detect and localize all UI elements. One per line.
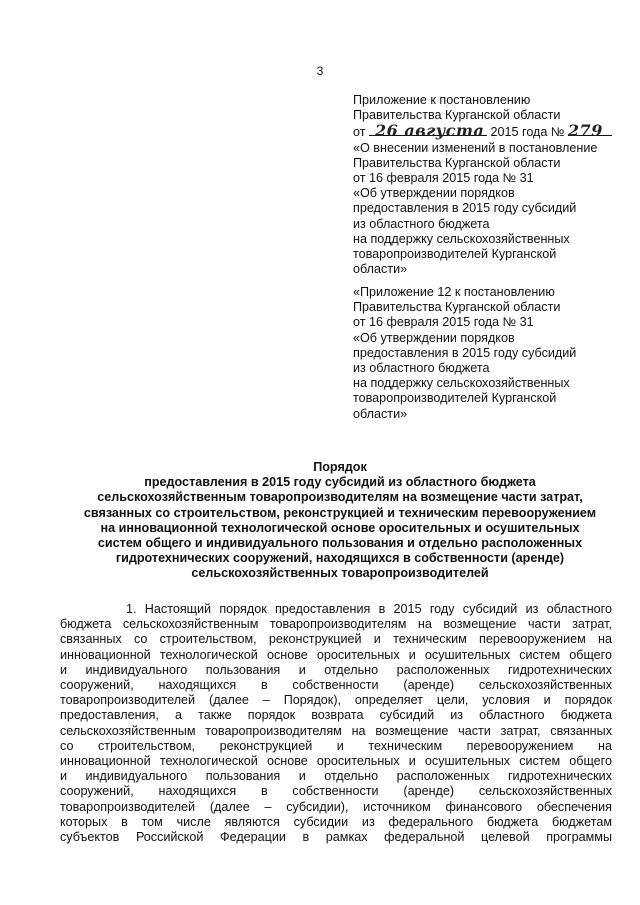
title-line: гидротехнических сооружений, находящихся в собственности (аренде) <box>115 551 565 566</box>
annex-line: «Приложение 12 к постановлению <box>353 285 555 299</box>
annex-line: товаропроизводителей Курганской <box>353 247 557 262</box>
body-paragraph <box>60 602 612 845</box>
body-line: инновационной технологической основе оросительных и осушительных систем общего <box>60 647 612 662</box>
annex-line: Приложение к постановлению <box>353 93 531 107</box>
annex-line: предоставления в 2015 году субсидий <box>353 201 577 216</box>
body-line: и индивидуального пользования и отдельно расположенных гидротехнических <box>60 662 612 677</box>
document-title <box>60 460 620 582</box>
body-line: и индивидуального пользования и отдельно расположенных гидротехнических <box>60 769 612 784</box>
body-line: которых в том числе являются субсидии из федерального бюджета бюджетам <box>60 814 612 829</box>
title-heading: Порядок <box>313 460 367 474</box>
title-line: сельскохозяйственным товаропроизводителям на возмещение части затрат, <box>97 490 583 505</box>
body-line: 1. Настоящий порядок предоставления в 2015 году субсидий из областного <box>60 602 612 616</box>
title-line: связанных со строительством, реконструкцией и техническим перевооружением <box>83 505 597 520</box>
annex-line: «Об утверждении порядков <box>353 186 515 201</box>
body-line: связанных со строительством, реконструкцией и техническим перевооружением на <box>60 632 612 647</box>
body-line: со строительством, реконструкцией и техническим перевооружением на <box>60 738 612 753</box>
body-line: товаропроизводителей (далее – субсидии), источником финансового обеспечения <box>60 799 612 814</box>
annex-line: на поддержку сельскохозяйственных <box>353 376 570 391</box>
annex-line: Правительства Курганской области <box>353 108 561 123</box>
body-line: сельскохозяйственным товаропроизводителям на возмещение части затрат, связанных <box>60 723 612 738</box>
annex-line: из областного бюджета <box>353 361 490 376</box>
body-line: инновационной технологической основе оросительных и осушительных систем общего <box>60 754 612 769</box>
annex-line: из областного бюджета <box>353 216 490 231</box>
year-text: 2015 года № <box>490 125 565 140</box>
annex-line: «О внесении изменений в постановление <box>353 140 598 155</box>
title-line: предоставления в 2015 году субсидий из областного бюджета <box>144 475 536 490</box>
annex-line: Правительства Курганской области <box>353 300 561 315</box>
annex-line: Правительства Курганской области <box>353 155 561 170</box>
body-line: товаропроизводителей (далее – Порядок), определяет цели, условия и порядок <box>60 693 612 708</box>
annex-line: «Об утверждении порядков <box>353 330 515 345</box>
body-line: предоставления, а также порядок возврата субсидий из областного бюджета <box>60 708 612 723</box>
annex-line: области» <box>353 262 408 277</box>
annex-header-original <box>353 285 623 422</box>
annex-line: от 16 февраля 2015 года № 31 <box>353 315 534 330</box>
annex-header-amendment <box>353 93 623 277</box>
title-line: на инновационной технологической основе оросительных и осушительных <box>100 520 580 535</box>
body-line: бюджета сельскохозяйственным товаропроизводителям на возмещение части затрат, <box>60 617 612 632</box>
annex-line: предоставления в 2015 году субсидий <box>353 345 577 360</box>
annex-line: области» <box>353 406 408 421</box>
body-line: субъектов Российской Федерации в рамках федеральной целевой программы <box>60 830 612 845</box>
annex-line: на поддержку сельскохозяйственных <box>353 231 570 246</box>
body-line: сооружений, находящихся в собственности (аренде) сельскохозяйственных <box>60 784 612 799</box>
date-prefix: от <box>353 125 366 140</box>
page-number: 3 <box>316 64 324 78</box>
handwritten-number: 279 <box>568 123 612 136</box>
annex-line: от 16 февраля 2015 года № 31 <box>353 171 534 186</box>
annex-date-line <box>353 123 623 140</box>
title-line: систем общего и индивидуального пользования и отдельно расположенных <box>97 536 583 551</box>
handwritten-date: 26 августа <box>369 123 487 136</box>
body-line: сооружений, находящихся в собственности (аренде) сельскохозяйственных <box>60 678 612 693</box>
title-line: сельскохозяйственных товаропроизводителей <box>191 566 489 581</box>
annex-line: товаропроизводителей Курганской <box>353 391 557 406</box>
